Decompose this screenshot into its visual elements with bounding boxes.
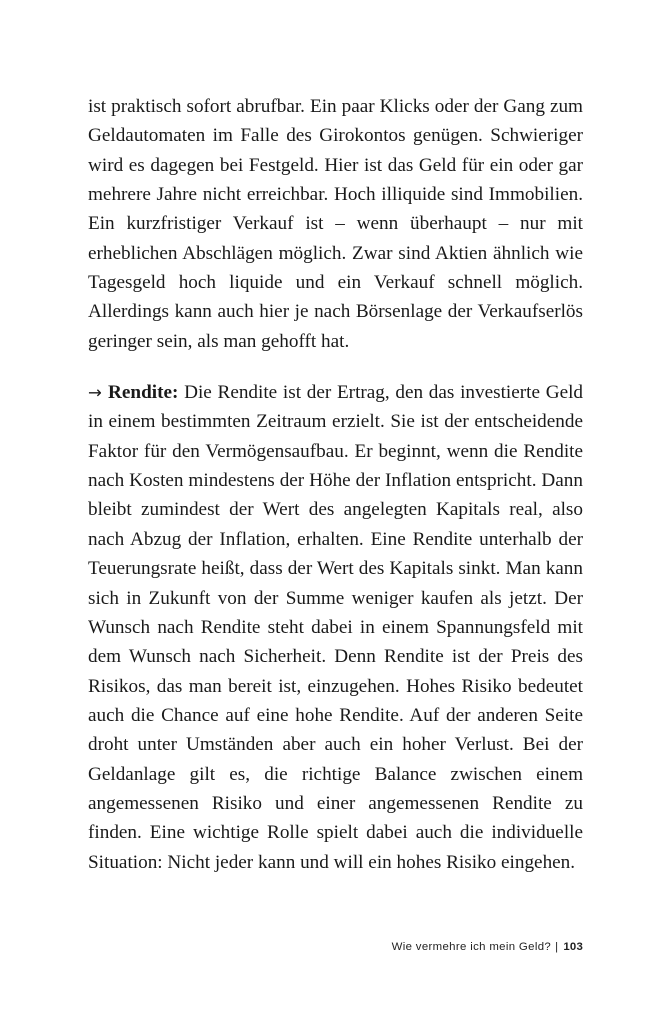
page-number: 103 <box>563 941 583 953</box>
arrow-right-icon: → <box>88 383 103 403</box>
paragraph-rendite-text: Die Rendite ist der Ertrag, den das investierte Geld in einem bestimmten Zeitraum erzielt. Sie ist der entscheidende Faktor für den Vermögensaufbau. Er beginnt, wenn die Rendite nach Kosten mindestens der Höhe der Inflation entspricht. Dann bleibt zumindest der Wert des angelegten Kapitals real, also nach Abzug der Inflation, erhalten. Eine Rendite unterhalb der Teuerungsrate heißt, dass der Wert des Kapitals sinkt. Man kann sich in Zukunft von der Summe weniger kaufen als jetzt. Der Wunsch nach Rendite steht dabei in einem Spannungsfeld mit dem Wunsch nach Sicherheit. Denn Rendite ist der Preis des Risikos, das man bereit ist, einzugehen. Hohes Risiko bedeutet auch die Chance auf eine hohe Rendite. Auf der anderen Seite droht unter Umständen aber auch ein hoher Verlust. Bei der Geldanlage gilt es, die richtige Balance zwischen einem angemessenen Risiko und einer angemessenen Rendite zu finden. Eine wichtige Rolle spielt dabei auch die individuelle Situation: Nicht jeder kann und will ein hohes Risiko eingehen. <box>88 382 584 873</box>
footer-separator: | <box>555 941 559 953</box>
paragraph-lead-term: Rendite: <box>108 382 179 404</box>
paragraph-liquiditaet: ist praktisch sofort abrufbar. Ein paar Klicks oder der Gang zum Geldautomaten im Falle des Girokontos genügen. Schwieriger wird es dagegen bei Festgeld. Hier ist das Geld für ein oder gar mehrere Jahre nicht erreichbar. Hoch illiquide sind Immobilien. Ein kurzfristiger Verkauf ist – wenn überhaupt – nur mit erheblichen Abschlägen möglich. Zwar sind Aktien ähnlich wie Tagesgeld hoch liquide und ein Verkauf schnell möglich. Allerdings kann auch hier je nach Börsenlage der Verkaufserlös geringer sein, als man gehofft hat. <box>88 96 583 352</box>
page-footer <box>88 941 583 953</box>
footer-chapter-title: Wie vermehre ich mein Geld? <box>391 941 552 953</box>
paragraph-rendite <box>88 378 583 877</box>
text-column <box>88 92 583 877</box>
